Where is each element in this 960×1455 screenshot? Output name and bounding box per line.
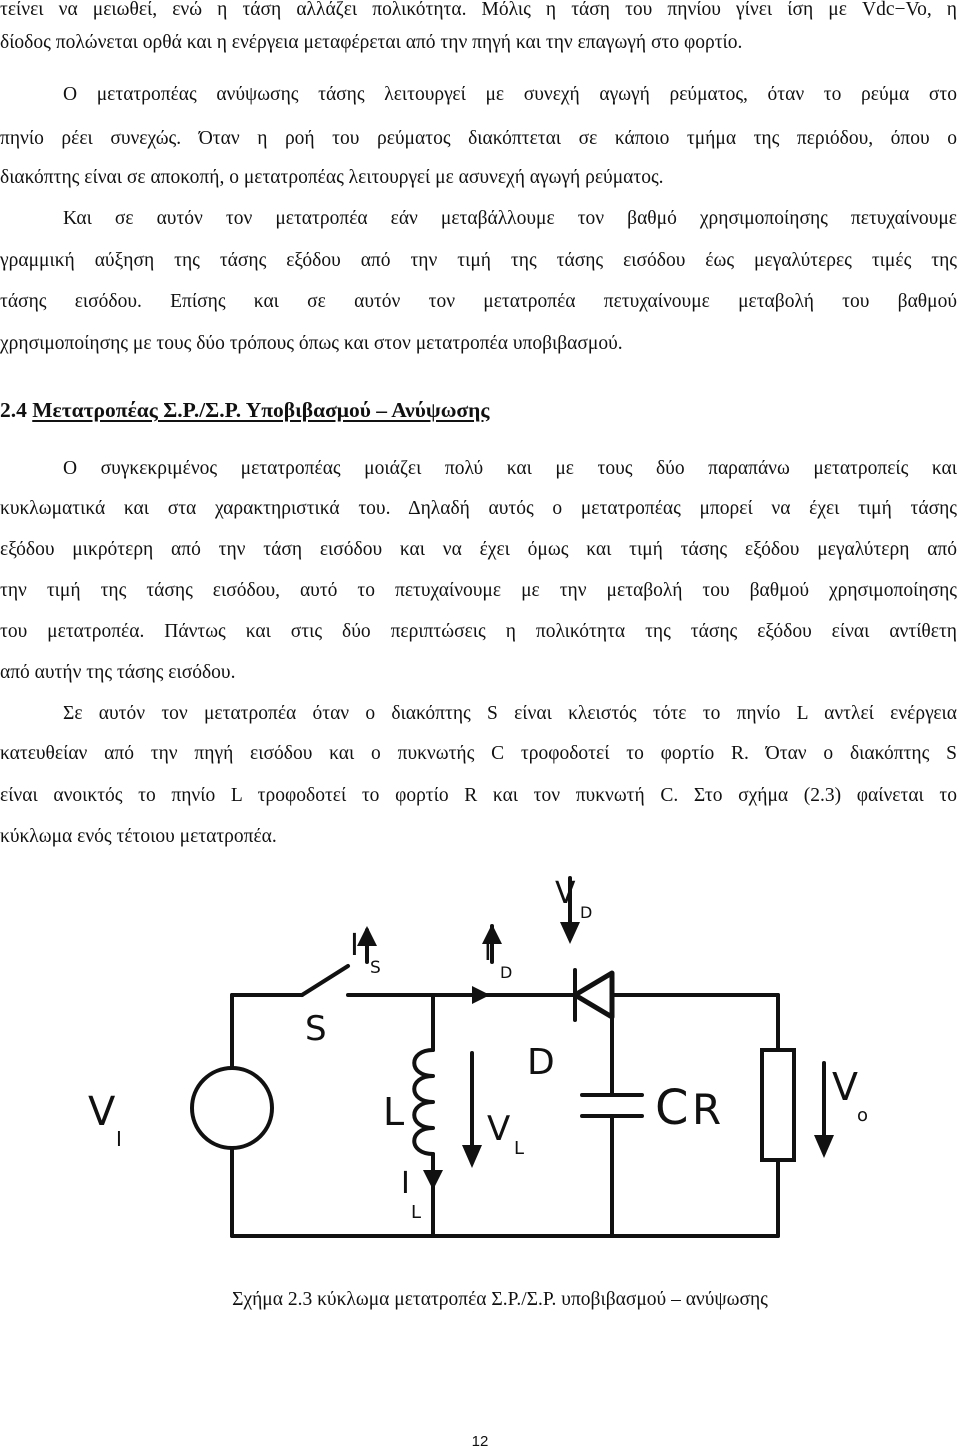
voltage-source-symbol — [192, 1068, 272, 1148]
current-arrow-id — [472, 986, 490, 1004]
label-switch-s: S — [305, 1009, 327, 1049]
label-resistor-r: R — [692, 1085, 722, 1134]
section-heading — [0, 396, 489, 424]
resistor-symbol — [762, 1050, 794, 1160]
label-is-sub: S — [370, 958, 381, 978]
text-line: κατευθείαν από την πηγή εισόδου και ο πυκνωτής C τροφοδοτεί το φορτίο R. Όταν ο διακόπτης S — [0, 743, 957, 764]
voltage-arrow-vo — [814, 1063, 834, 1158]
diode-symbol — [575, 970, 778, 1020]
text-line: χρησιμοποίησης με τους δύο τρόπους όπως και στον μετατροπέα υποβιβασμού. — [0, 333, 623, 354]
text-line: δίοδος πολώνεται ορθά και η ενέργεια μεταφέρεται από την πηγή και την επαγωγή στο φορτίο. — [0, 32, 743, 53]
text-line: τείνει να μειωθεί, ενώ η τάση αλλάζει πολικότητα. Μόλις η τάση του πηνίου γίνει ίση με Vdc−Vo, η — [0, 0, 957, 20]
buck-boost-circuit-diagram — [0, 858, 960, 1258]
text-line: διακόπτης είναι σε αποκοπή, ο μετατροπέας λειτουργεί με ασυνεχή αγωγή ρεύματος. — [0, 167, 664, 188]
text-line: τάσης εισόδου. Επίσης και σε αυτόν τον μετατροπέα πετυχαίνουμε μεταβολή του βαθμού — [0, 291, 957, 312]
text-line: Ο συγκεκριμένος μετατροπέας μοιάζει πολύ και με τους δύο παραπάνω μετατροπείς και — [63, 458, 957, 479]
label-id-sub: D — [500, 963, 513, 982]
label-inductor-l: L — [383, 1090, 405, 1134]
page-number: 12 — [471, 1433, 489, 1450]
section-number: 2.4 — [0, 398, 27, 422]
text-line: εξόδου μικρότερη από την τάση εισόδου και να έχει όμως και τιμή τάσης εξόδου μεγαλύτερη από — [0, 539, 957, 560]
switch-symbol — [302, 966, 400, 995]
text-line: πηνίο ρέει συνεχώς. Όταν η ροή του ρεύματος διακόπτεται σε κάποιο τμήμα της περιόδου, όπου ο — [0, 128, 957, 149]
label-vo: V — [832, 1065, 858, 1109]
text-line: την τιμή της τάσης εισόδου, αυτό το πετυχαίνουμε με την μεταβολή του βαθμού χρησιμοποίησης — [0, 580, 957, 601]
label-capacitor-c: C — [655, 1080, 689, 1136]
text-line: του μετατροπέα. Πάντως και στις δύο περιπτώσεις η πολικότητα της τάσης εξόδου είναι αντίθετη — [0, 621, 957, 642]
label-vd-sub: D — [580, 903, 593, 922]
text-line: Ο μετατροπέας ανύψωσης τάσης λειτουργεί με συνεχή αγωγή ρεύματος, όταν το ρεύμα στο — [63, 84, 957, 105]
inductor-symbol — [414, 995, 433, 1236]
label-vd: V — [555, 876, 576, 911]
label-is: I — [350, 928, 359, 963]
voltage-arrow-vl — [462, 1053, 482, 1168]
label-vo-sub: o — [857, 1105, 869, 1126]
current-arrow-il — [423, 1170, 443, 1190]
label-il: I — [401, 1166, 410, 1201]
current-arrow-is — [357, 926, 377, 962]
label-vl: V — [487, 1109, 511, 1149]
label-vl-sub: L — [514, 1138, 525, 1159]
label-vi: V — [88, 1089, 116, 1135]
label-il-sub: L — [411, 1202, 422, 1223]
label-vi-sub: I — [116, 1127, 122, 1151]
figure-caption: Σχήμα 2.3 κύκλωμα μετατροπέα Σ.Ρ./Σ.Ρ. υποβιβασμού – ανύψωσης — [232, 1289, 768, 1310]
text-line: κύκλωμα ενός τέτοιου μετατροπέα. — [0, 826, 277, 847]
text-line: από αυτήν της τάσης εισόδου. — [0, 662, 236, 683]
text-line: γραμμική αύξηση της τάσης εξόδου από την τιμή της τάσης εισόδου έως μεγαλύτερες τιμές της — [0, 250, 957, 271]
section-title: Μετατροπέας Σ.Ρ./Σ.Ρ. Υποβιβασμού – Ανύψωσης — [32, 398, 490, 422]
text-line: είναι ανοικτός το πηνίο L τροφοδοτεί το φορτίο R και τον πυκνωτή C. Στο σχήμα (2.3) φαίνεται το — [0, 785, 957, 806]
text-line: Και σε αυτόν τον μετατροπέα εάν μεταβάλλουμε τον βαθμό χρησιμοποίησης πετυχαίνουμε — [63, 208, 957, 229]
capacitor-symbol — [582, 995, 642, 1236]
text-line: κυκλωματικά και στα χαρακτηριστικά του. Δηλαδή αυτός ο μετατροπέας μπορεί να έχει τιμή τάσης — [0, 498, 957, 519]
text-line: Σε αυτόν τον μετατροπέα όταν ο διακόπτης S είναι κλειστός τότε το πηνίο L αντλεί ενέργεια — [63, 703, 957, 724]
label-diode-d: D — [527, 1042, 555, 1083]
label-id: I — [484, 937, 492, 967]
